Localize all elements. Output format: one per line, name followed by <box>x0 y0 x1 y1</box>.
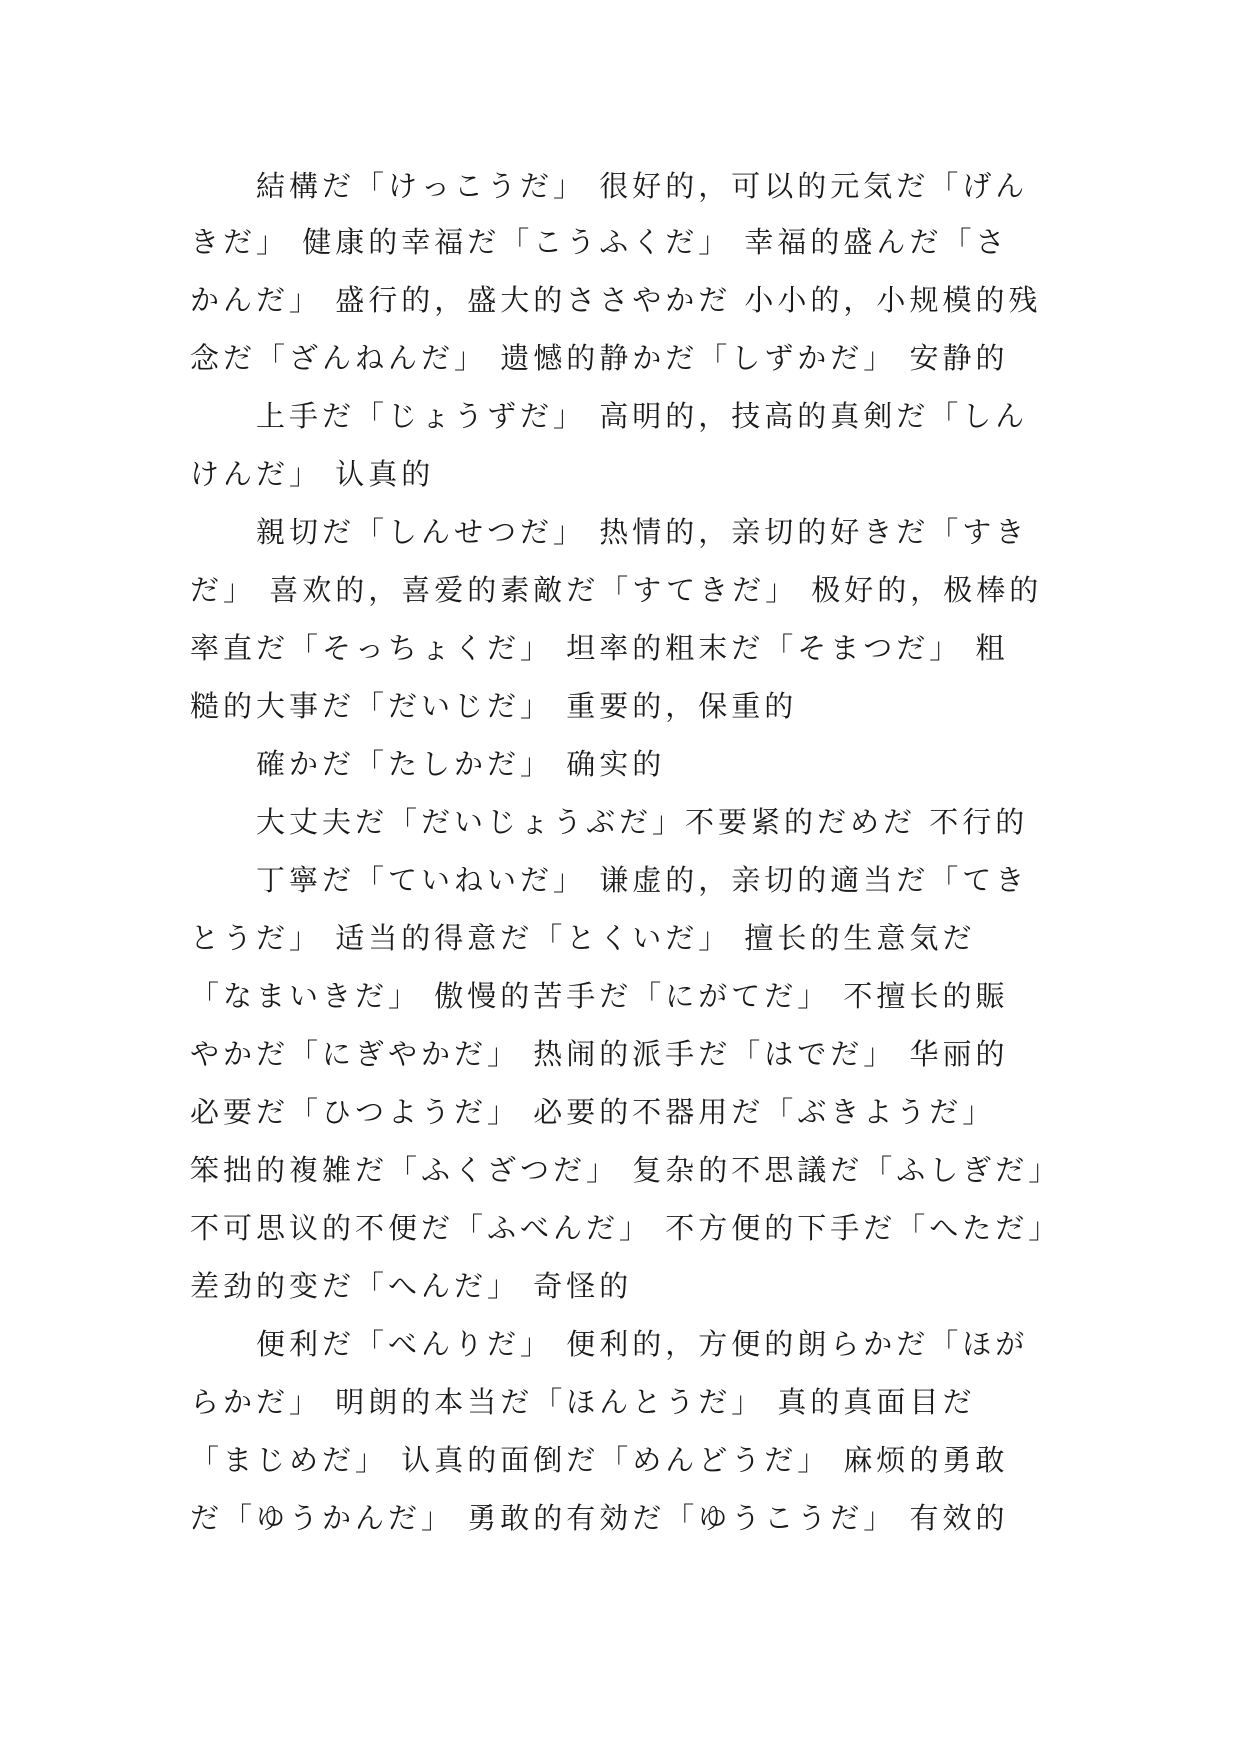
text-line: けんだ」 认真的 <box>190 457 435 491</box>
text-line: 差劲的变だ「へんだ」 奇怪的 <box>190 1269 633 1303</box>
text-line: らかだ」 明朗的本当だ「ほんとうだ」 真的真面目だ <box>190 1385 976 1419</box>
text-line: やかだ「にぎやかだ」 热闹的派手だ「はでだ」 华丽的 <box>190 1037 1009 1071</box>
text-line: とうだ」 适当的得意だ「とくいだ」 擅长的生意気だ <box>190 921 976 955</box>
text-line: 上手だ「じょうずだ」 高明的，技高的真剣だ「しん <box>256 399 1029 433</box>
text-line: 念だ「ざんねんだ」 遗憾的静かだ「しずかだ」 安静的 <box>190 341 1009 375</box>
text-line: 親切だ「しんせつだ」 热情的，亲切的好きだ「すき <box>256 515 1029 549</box>
text-line: 率直だ「そっちょくだ」 坦率的粗末だ「そまつだ」 粗 <box>190 631 1009 665</box>
text-line: 笨拙的複雑だ「ふくざつだ」 复杂的不思議だ「ふしぎだ」 <box>190 1153 1062 1187</box>
text-line: きだ」 健康的幸福だ「こうふくだ」 幸福的盛んだ「さ <box>190 225 1009 259</box>
text-line: 不可思议的不便だ「ふべんだ」 不方便的下手だ「へただ」 <box>190 1211 1062 1245</box>
text-line: 必要だ「ひつようだ」 必要的不器用だ「ぶきようだ」 <box>190 1095 996 1129</box>
text-line: 大丈夫だ「だいじょうぶだ」不要紧的だめだ 不行的 <box>256 805 1029 839</box>
text-line: 確かだ「たしかだ」 确实的 <box>256 747 666 781</box>
text-line: だ「ゆうかんだ」 勇敢的有効だ「ゆうこうだ」 有效的 <box>190 1501 1009 1535</box>
text-line: 丁寧だ「ていねいだ」 谦虚的，亲切的適当だ「てき <box>256 863 1029 897</box>
text-line: だ」 喜欢的，喜爱的素敵だ「すてきだ」 极好的，极棒的 <box>190 573 1043 607</box>
text-line: 結構だ「けっこうだ」 很好的，可以的元気だ「げん <box>256 169 1029 203</box>
text-line: 「なまいきだ」 傲慢的苦手だ「にがてだ」 不擅长的賑 <box>190 979 1009 1013</box>
text-line: 便利だ「べんりだ」 便利的，方便的朗らかだ「ほが <box>256 1327 1029 1361</box>
text-line: かんだ」 盛行的，盛大的ささやかだ 小小的，小规模的残 <box>190 283 1042 317</box>
text-line: 「まじめだ」 认真的面倒だ「めんどうだ」 麻烦的勇敢 <box>190 1443 1009 1477</box>
text-line: 糙的大事だ「だいじだ」 重要的，保重的 <box>190 689 798 723</box>
